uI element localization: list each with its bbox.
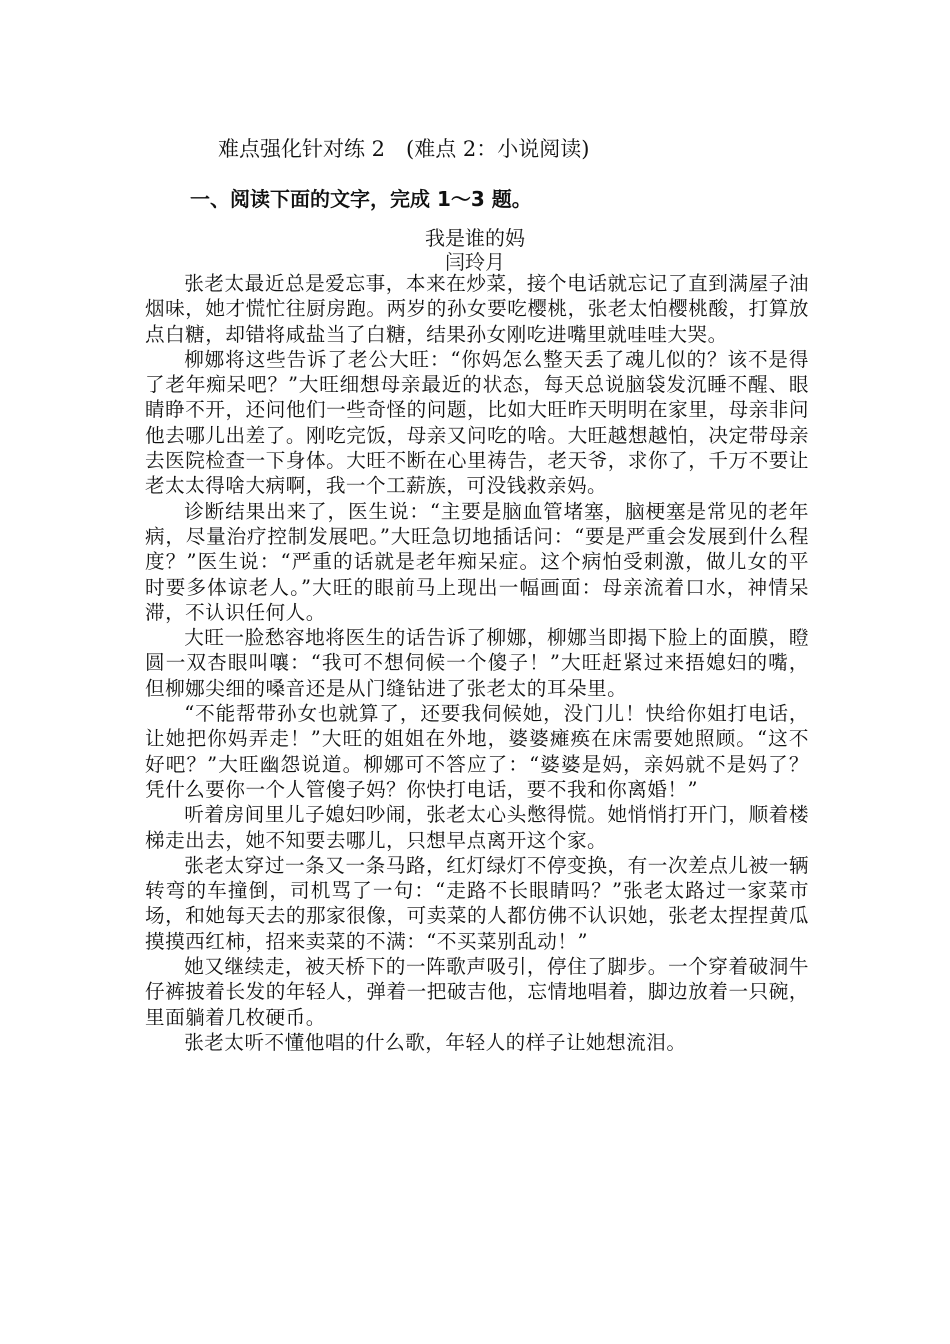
story-paragraph: 她又继续走，被天桥下的一阵歌声吸引，停住了脚步。一个穿着破洞牛仔裤披着长发的年轻人，弹着一把破吉他，忘情地唱着，脚边放着一只碗，里面躺着几枚硬币。 <box>145 955 809 1029</box>
exercise-title: 难点强化针对练 2 (难点 2：小说阅读) <box>218 137 590 161</box>
story-paragraph: 张老太最近总是爱忘事，本来在炒菜，接个电话就忘记了直到满屋子油烟味，她才慌忙往厨房跑。两岁的孙女要吃樱桃，张老太怕樱桃酸，打算放点白糖，却错将咸盐当了白糖，结果孙女刚吃进嘴里就哇哇大哭。 <box>145 272 809 346</box>
section-heading: 一、阅读下面的文字，完成 1～3 题。 <box>190 187 532 211</box>
story-paragraph: 听着房间里儿子媳妇吵闹，张老太心头憋得慌。她悄悄打开门，顺着楼梯走出去，她不知要去哪儿，只想早点离开这个家。 <box>145 803 809 852</box>
story-author: 闫玲月 <box>445 250 505 274</box>
story-paragraph: 大旺一脸愁容地将医生的话告诉了柳娜，柳娜当即揭下脸上的面膜，瞪圆一双杏眼叫嚷：“我可不想伺候一个傻子！”大旺赶紧过来捂媳妇的嘴，但柳娜尖细的嗓音还是从门缝钻进了张老太的耳朵里。 <box>145 626 809 700</box>
story-paragraph: 柳娜将这些告诉了老公大旺：“你妈怎么整天丢了魂儿似的？该不是得了老年痴呆吧？”大旺细想母亲最近的状态，每天总说脑袋发沉睡不醒、眼睛睁不开，还问他们一些奇怪的问题，比如大旺昨天明明在家里，母亲非问他去哪儿出差了。刚吃完饭，母亲又问吃的啥。大旺越想越怕，决定带母亲去医院检查一下身体。大旺不断在心里祷告，老天爷，求你了，千万不要让老太太得啥大病啊，我一个工薪族，可没钱救亲妈。 <box>145 347 809 498</box>
story-paragraph: 张老太听不懂他唱的什么歌，年轻人的样子让她想流泪。 <box>184 1030 687 1054</box>
story-body <box>145 271 809 1055</box>
story-paragraph: 诊断结果出来了，医生说：“主要是脑血管堵塞，脑梗塞是常见的老年病，尽量治疗控制发展吧。”大旺急切地插话问：“要是严重会发展到什么程度？”医生说：“严重的话就是老年痴呆症。这个病怕受刺激，做儿女的平时要多体谅老人。”大旺的眼前马上现出一幅画面：母亲流着口水，神情呆滞，不认识任何人。 <box>145 499 809 624</box>
story-title: 我是谁的妈 <box>425 226 525 250</box>
story-paragraph: “不能帮带孙女也就算了，还要我伺候她，没门儿！快给你姐打电话，让她把你妈弄走！”大旺的姐姐在外地，婆婆瘫痪在床需要她照顾。“这不好吧？”大旺幽怨说道。柳娜可不答应了：“婆婆是妈，亲妈就不是妈了？凭什么要你一个人管傻子妈？你快打电话，要不我和你离婚！” <box>145 702 809 801</box>
story-paragraph: 张老太穿过一条又一条马路，红灯绿灯不停变换，有一次差点儿被一辆转弯的车撞倒，司机骂了一句：“走路不长眼睛吗？”张老太路过一家菜市场，和她每天去的那家很像，可卖菜的人都仿佛不认识她，张老太捏捏黄瓜摸摸西红柿，招来卖菜的不满：“不买菜别乱动！” <box>145 853 809 953</box>
